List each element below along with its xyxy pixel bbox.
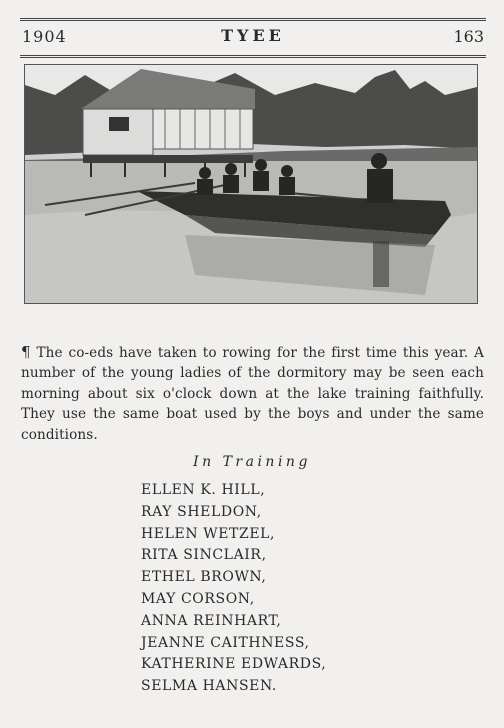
roster-name: KATHERINE EDWARDS, — [141, 656, 327, 673]
section-heading: In Training — [193, 454, 311, 470]
roster-list — [141, 480, 326, 698]
roster-name: RAY SHELDON, — [141, 503, 262, 520]
roster-name: MAY CORSON, — [141, 590, 255, 607]
article-text: The co-eds have taken to rowing for the first time this year. A number of the young ladies of the dormitory may be seen each morning about six o'clock down at the lake training faithfully. They use the same boat used by the boys and under the same conditions. — [21, 344, 484, 443]
roster-name: RITA SINCLAIR, — [141, 547, 267, 564]
photo-illustration — [25, 65, 477, 303]
header-year: 1904 — [22, 27, 67, 46]
article-paragraph — [21, 342, 484, 446]
page-number: 163 — [453, 27, 484, 46]
header-title: TYEE — [221, 26, 285, 45]
roster-name: JEANNE CAITHNESS, — [141, 634, 310, 651]
roster-name: ELLEN K. HILL, — [141, 482, 266, 498]
pilcrow-mark: ¶ — [21, 342, 31, 361]
roster-name: HELEN WETZEL, — [141, 525, 276, 542]
roster-name: SELMA HANSEN. — [141, 678, 277, 695]
roster-name: ETHEL BROWN, — [141, 569, 267, 586]
rowing-boat-photo — [24, 64, 478, 304]
roster-name: ANNA REINHART, — [141, 612, 282, 629]
page-header — [20, 18, 486, 58]
